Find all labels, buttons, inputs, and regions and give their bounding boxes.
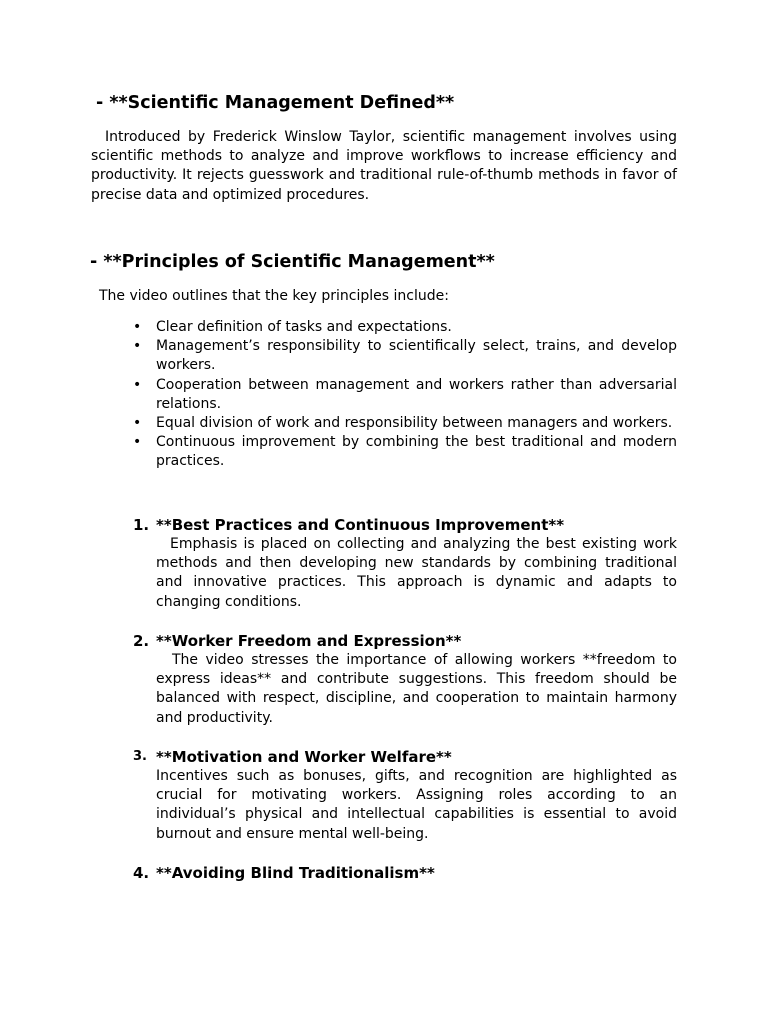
list-item bbox=[133, 337, 677, 375]
section-number: 2. bbox=[133, 632, 150, 650]
section-title: **Motivation and Worker Welfare** bbox=[156, 748, 452, 766]
section-number: 4. bbox=[133, 864, 150, 882]
list-item bbox=[133, 376, 677, 414]
bullet-icon: • bbox=[133, 338, 142, 355]
section-body: Emphasis is placed on collecting and analyzing the best existing work methods and then developing new standards by combining traditional and innovative practices. This approach is dynamic and adapts to changing conditions. bbox=[156, 536, 677, 610]
intro-paragraph: Introduced by Frederick Winslow Taylor, scientific management involves using scientific methods to analyze and improve workflows to increase efficiency and productivity. It rejects guesswork and traditional rule-of-thumb methods in favor of precise data and optimized procedures. bbox=[91, 129, 677, 203]
section-number: 1. bbox=[133, 516, 150, 534]
section-number: 3. bbox=[133, 749, 147, 764]
list-item bbox=[133, 433, 677, 471]
section-body: The video stresses the importance of allowing workers **freedom to express ideas** and contribute suggestions. This freedom should be balanced with respect, discipline, and cooperation to maintain harmony and productivity. bbox=[156, 652, 677, 726]
bullet-icon: • bbox=[133, 376, 142, 393]
principle-text: Equal division of work and responsibility between managers and workers. bbox=[156, 415, 673, 432]
section-title: **Best Practices and Continuous Improvement** bbox=[156, 516, 565, 534]
section-heading bbox=[133, 863, 677, 883]
bullet-icon: • bbox=[133, 319, 142, 335]
bullet-icon: • bbox=[133, 415, 142, 432]
heading-scientific-management-defined: - **Scientific Management Defined** bbox=[96, 93, 455, 113]
heading-principles: - **Principles of Scientific Management** bbox=[90, 252, 495, 272]
principle-text: Management’s responsibility to scientifically select, trains, and develop workers. bbox=[156, 338, 677, 374]
section-body: Incentives such as bonuses, gifts, and recognition are highlighted as crucial for motivating workers. Assigning roles according to an individual’s physical and intellectual capabilities is essential to avoid burnout and ensure mental well-being. bbox=[156, 768, 677, 842]
principles-list bbox=[133, 318, 677, 472]
section-heading bbox=[133, 631, 677, 651]
section-title: **Worker Freedom and Expression** bbox=[156, 632, 462, 650]
bullet-icon: • bbox=[133, 434, 142, 451]
section-title: **Avoiding Blind Traditionalism** bbox=[156, 864, 435, 882]
principles-intro-text: The video outlines that the key principles include: bbox=[99, 288, 449, 304]
list-item bbox=[133, 318, 677, 337]
section-heading bbox=[133, 747, 677, 767]
section-avoiding-traditionalism bbox=[133, 863, 677, 883]
list-item bbox=[133, 414, 677, 433]
principle-text: Clear definition of tasks and expectations. bbox=[156, 319, 452, 335]
principle-text: Continuous improvement by combining the best traditional and modern practices. bbox=[156, 434, 677, 470]
section-worker-freedom bbox=[133, 631, 677, 728]
principle-text: Cooperation between management and workers rather than adversarial relations. bbox=[156, 376, 677, 412]
section-heading bbox=[133, 515, 677, 535]
section-best-practices bbox=[133, 515, 677, 612]
section-motivation bbox=[133, 747, 677, 844]
